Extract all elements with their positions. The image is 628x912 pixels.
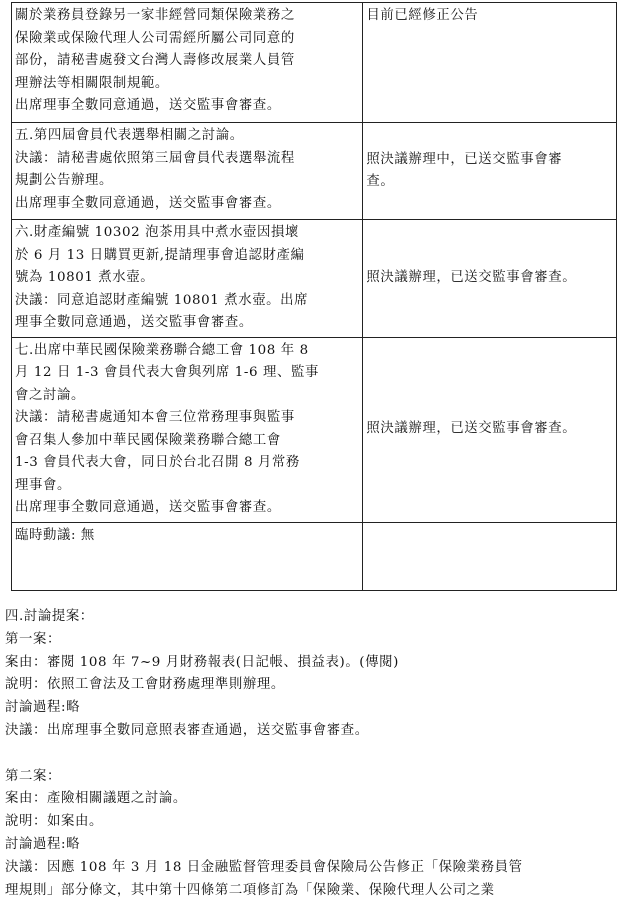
cell-line: 臨時動議: 無	[15, 527, 95, 543]
cell-line: 月 12 日 1-3 會員代表大會與列席 1-6 理、監事	[15, 365, 319, 380]
cell-line: 七.出席中華民國保險業務聯合總工會 108 年 8	[15, 342, 309, 358]
table-cell-resolution	[12, 123, 363, 220]
table-row	[12, 123, 617, 220]
cell-line: 目前已經修正公告	[366, 8, 479, 23]
table-row	[12, 3, 617, 123]
table-cell-status	[363, 123, 617, 220]
table-row	[12, 220, 617, 338]
table-cell-resolution	[12, 337, 363, 522]
case-resolution: 決議：因應 108 年 3 月 18 日金融監督管理委員會保險局公告修正「保險業務員管	[5, 859, 523, 875]
section-heading: 四.討論提案：	[5, 609, 94, 624]
cell-line: 號為 10801 煮水壺。	[15, 270, 155, 285]
resolution-tracking-table	[11, 2, 617, 591]
table-row	[12, 522, 617, 590]
cell-line: 照決議辦理，已送交監事會審查。	[366, 421, 577, 437]
spacer	[5, 743, 623, 766]
cell-line: 會之討論。	[15, 387, 85, 403]
cell-line: 出席理事全數同意通過，送交監事會審查。	[15, 195, 281, 211]
case-resolution: 決議：出席理事全數同意照表審查通過，送交監事會審查。	[5, 722, 369, 738]
table-cell-resolution	[12, 3, 363, 123]
table-cell-resolution	[12, 522, 363, 590]
cell-line: 理事全數同意通過，送交監事會審查。	[15, 315, 253, 330]
cell-line: 照決議辦理中，已送交監事會審	[366, 151, 563, 167]
cell-line: 決議：同意追認財產編號 10801 煮水壺。出席	[15, 292, 309, 308]
table-cell-resolution	[12, 220, 363, 338]
case-explanation: 說明：依照工會法及工會財務處理準則辦理。	[5, 677, 285, 693]
table-cell-status	[363, 220, 617, 338]
cell-line: 理辦法等相關限制規範。	[15, 75, 169, 91]
case-process: 討論過程:略	[5, 700, 81, 716]
cell-line: 決議：請秘書處依照第三屆會員代表選舉流程	[15, 150, 295, 166]
cell-line: 出席理事全數同意通過，送交監事會審查。	[15, 98, 281, 113]
cell-line: 查。	[366, 174, 395, 189]
cell-line: 1-3 會員代表大會，同日於台北召開 8 月常務	[15, 455, 300, 470]
cell-line: 關於業務員登錄另一家非經營同類保險業務之	[15, 8, 295, 23]
cell-line: 理事會。	[15, 477, 71, 493]
case-process: 討論過程:略	[5, 836, 81, 852]
table-row	[12, 337, 617, 522]
cell-line: 會召集人參加中華民國保險業務聯合總工會	[15, 432, 281, 448]
cell-line: 於 6 月 13 日購買更新,提請理事會追認財產編	[15, 247, 305, 263]
discussion-section	[5, 606, 623, 902]
case-title: 第一案：	[5, 631, 61, 647]
table-cell-status	[363, 522, 617, 590]
cell-line: 六.財產編號 10302 泡茶用具中煮水壺因損壞	[15, 225, 300, 240]
table-cell-status	[363, 337, 617, 522]
cell-line: 決議：請秘書處通知本會三位常務理事與監事	[15, 410, 295, 425]
cell-line: 保險業或保險代理人公司需經所屬公司同意的	[15, 30, 295, 46]
cell-line: 出席理事全數同意通過，送交監事會審查。	[15, 500, 281, 515]
cell-line: 五.第四屆會員代表選舉相關之討論。	[15, 128, 244, 143]
cell-line: 規劃公告辦理。	[15, 173, 113, 188]
case-cause: 案由：產險相關議題之討論。	[5, 791, 187, 807]
table-cell-status	[363, 3, 617, 123]
case-title: 第二案：	[5, 768, 61, 784]
case-explanation: 說明：如案由。	[5, 814, 103, 830]
cell-line: 部份，請秘書處發文台灣人壽修改展業人員管	[15, 53, 295, 68]
cell-line: 照決議辦理，已送交監事會審查。	[366, 270, 577, 285]
case-resolution: 理規則」部分條文，其中第十四條第二項修訂為「保險業、保險代理人公司之業	[5, 882, 495, 898]
case-cause: 案由：審閱 108 年 7~9 月財務報表(日記帳、損益表)。(傳閱)	[5, 654, 399, 670]
